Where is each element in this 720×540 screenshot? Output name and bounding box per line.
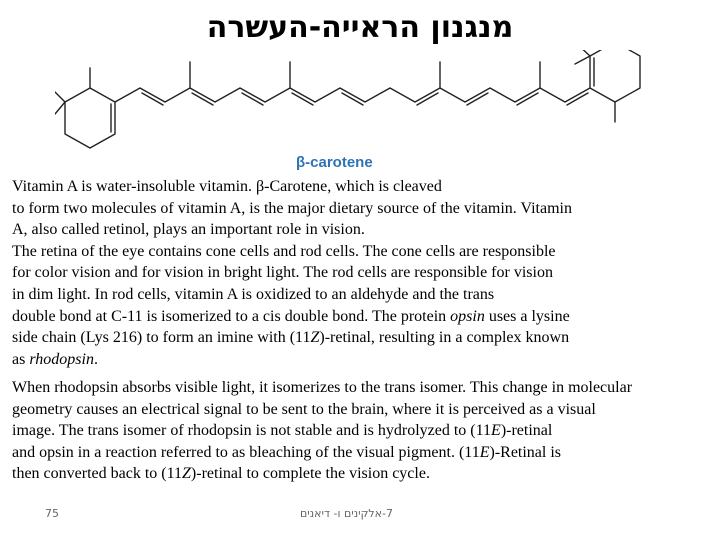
italic-term: E xyxy=(479,443,490,461)
text-line: as rhodopsin. xyxy=(12,350,98,368)
molecule-label xyxy=(296,154,373,171)
text-line: side chain (Lys 216) to form an imine with (11Z)-retinal, resulting in a complex known xyxy=(12,329,570,347)
footer-label: 7-אלקינים ו- דיאנים xyxy=(300,507,393,520)
text-line: double bond at C-11 is isomerized to a cis double bond. The protein opsin uses a lysine xyxy=(12,307,570,325)
text-line: image. The trans isomer of rhodopsin is not stable and is hydrolyzed to (11E)-retinal xyxy=(12,422,553,440)
molecule-name: -carotene xyxy=(305,154,373,171)
text-line: then converted back to (11Z)-retinal to complete the vision cycle. xyxy=(12,465,430,483)
text-line: and opsin in a reaction referred to as bleaching of the visual pigment. (11E)-Retinal is xyxy=(12,443,562,461)
paragraph-vitamin-a xyxy=(12,176,572,370)
beta-symbol: β xyxy=(296,154,306,171)
paragraph-rhodopsin xyxy=(12,377,632,485)
text-line: to form two molecules of vitamin A, is the major dietary source of the vitamin. Vitamin xyxy=(12,199,572,217)
text-line: for color vision and for vision in bright light. The rod cells are responsible for vision xyxy=(12,264,553,282)
text-line: geometry causes an electrical signal to be sent to the brain, where it is perceived as a visual xyxy=(12,400,596,418)
slide-title: מנגנון הראייה-העשרה xyxy=(206,10,514,45)
text-line: The retina of the eye contains cone cells and rod cells. The cone cells are responsible xyxy=(12,242,556,260)
text-line: A, also called retinol, plays an important role in vision. xyxy=(12,221,365,239)
text-line: When rhodopsin absorbs visible light, it isomerizes to the trans isomer. This change in molecular xyxy=(12,379,633,396)
beta-carotene-structure xyxy=(55,50,665,155)
italic-term: opsin xyxy=(450,307,485,325)
italic-term: Z xyxy=(310,329,320,347)
page-number: 75 xyxy=(45,507,59,520)
italic-term: rhodopsin xyxy=(29,350,94,368)
text-line: Vitamin A is water-insoluble vitamin. β-Carotene, which is cleaved xyxy=(12,178,442,195)
italic-term: Z xyxy=(182,465,191,483)
text-line: in dim light. In rod cells, vitamin A is oxidized to an aldehyde and the trans xyxy=(12,285,495,303)
italic-term: E xyxy=(491,422,501,440)
